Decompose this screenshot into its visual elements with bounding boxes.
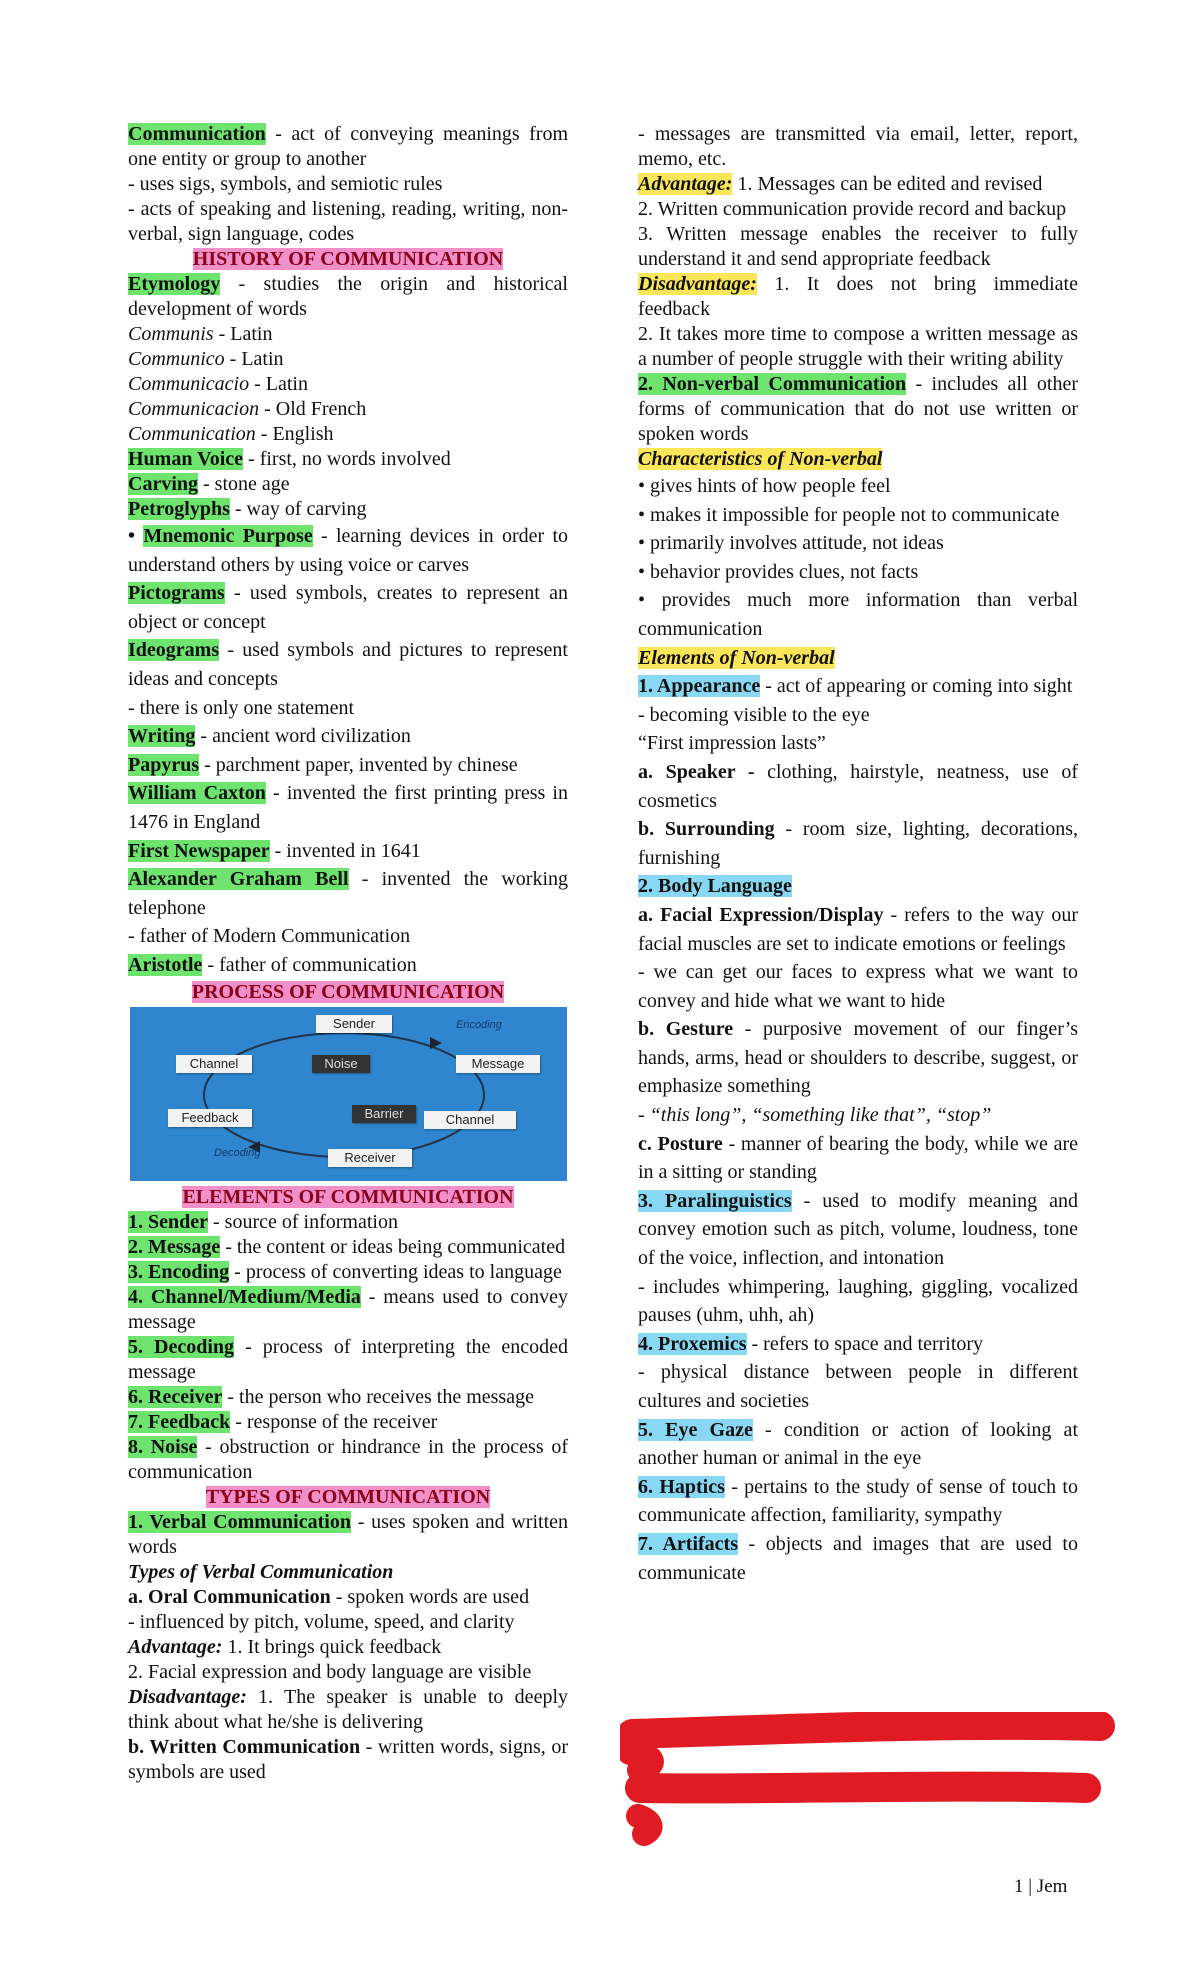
history-heading: HISTORY OF COMMUNICATION	[192, 248, 504, 270]
communication-note: - acts of speaking and listening, reading, writing, non-verbal, sign language, codes	[128, 198, 568, 245]
oral-entry: a. Oral Communication - spoken words are used	[128, 1585, 530, 1608]
body-language-heading: 2. Body Language	[638, 875, 792, 898]
history-entry: Pictograms - used symbols, creates to represent an object or concept	[128, 582, 568, 633]
written-disadvantage: 2. It takes more time to compose a written message as a number of people struggle with their writing ability	[638, 323, 1078, 370]
gesture-examples: - “this long”, “something like that”, “stop”	[638, 1104, 992, 1127]
written-note: - messages are transmitted via email, letter, report, memo, etc.	[638, 123, 1078, 170]
nonverbal-entry: 2. Non-verbal Communication - includes all other forms of communication that do not use written or spoken words	[638, 373, 1078, 445]
history-entry: Human Voice - first, no words involved	[128, 448, 451, 470]
encoding-label: Encoding	[456, 1018, 502, 1031]
oral-note: - influenced by pitch, volume, speed, and clarity	[128, 1610, 515, 1633]
element-entry: 7. Feedback - response of the receiver	[128, 1410, 438, 1433]
characteristic-item: • makes it impossible for people not to communicate	[638, 503, 1060, 526]
noise-box: Noise	[312, 1055, 370, 1073]
communication-note: - uses sigs, symbols, and semiotic rules	[128, 173, 443, 195]
characteristic-item: • behavior provides clues, not facts	[638, 560, 919, 583]
oral-advantage: Advantage: 1. It brings quick feedback	[128, 1635, 442, 1658]
communication-term: Communication	[128, 123, 266, 145]
origin-line: Communicacion - Old French	[128, 398, 367, 420]
artifacts-entry: 7. Artifacts - objects and images that are used to communicate	[638, 1532, 1078, 1584]
history-note: - father of Modern Communication	[128, 925, 411, 948]
redaction-stroke	[640, 1787, 1086, 1789]
channel-right-box: Channel	[424, 1111, 516, 1129]
oral-disadvantage: Disadvantage: 1. The speaker is unable to deeply think about what he/she is delivering	[128, 1685, 568, 1733]
characteristic-item: • primarily involves attitude, not ideas	[638, 532, 944, 555]
speaker-entry: a. Speaker - clothing, hairstyle, neatness, use of cosmetics	[638, 760, 1078, 812]
written-disadvantage: Disadvantage: 1. It does not bring immediate feedback	[638, 273, 1078, 320]
written-advantage: 3. Written message enables the receiver to fully understand it and send appropriate feedback	[638, 223, 1078, 270]
history-entry: Papyrus - parchment paper, invented by chinese	[128, 753, 518, 776]
appearance-note: - becoming visible to the eye	[638, 703, 870, 726]
oral-advantage: 2. Facial expression and body language are visible	[128, 1660, 532, 1683]
feedback-box: Feedback	[168, 1109, 252, 1127]
etymology-entry: Etymology - studies the origin and historical development of words	[128, 273, 568, 320]
history-entry: Writing - ancient word civilization	[128, 725, 411, 748]
redaction-stroke	[632, 1725, 1100, 1734]
origin-line: Communico - Latin	[128, 348, 284, 370]
history-entry: Carving - stone age	[128, 473, 290, 495]
left-column	[128, 122, 568, 1785]
verbal-entry: 1. Verbal Communication - uses spoken and written words	[128, 1510, 568, 1558]
written-entry: b. Written Communication - written words, signs, or symbols are used	[128, 1735, 569, 1783]
paralinguistics-entry: 3. Paralinguistics - used to modify meaning and convey emotion such as pitch, volume, loudness, tone of the voice, inflection, and intonation	[638, 1189, 1078, 1270]
redaction-stroke	[630, 1752, 651, 1770]
characteristics-title: Characteristics of Non-verbal	[638, 448, 883, 470]
history-entry: • Mnemonic Purpose - learning devices in order to understand others by using voice or carves	[128, 525, 569, 576]
communication-definition: Communication - act of conveying meanings from one entity or group to another	[128, 123, 568, 170]
channel-left-box: Channel	[176, 1055, 252, 1073]
posture-entry: c. Posture - manner of bearing the body, while we are in a sitting or standing	[638, 1132, 1078, 1184]
eye-gaze-entry: 5. Eye Gaze - condition or action of looking at another human or animal in the eye	[638, 1418, 1078, 1470]
element-entry: 5. Decoding - process of interpreting the encoded message	[128, 1335, 568, 1383]
characteristic-item: • gives hints of how people feel	[638, 475, 891, 497]
elements-heading: ELEMENTS OF COMMUNICATION	[182, 1185, 514, 1208]
receiver-box: Receiver	[328, 1149, 412, 1167]
proxemics-note: - physical distance between people in different cultures and societies	[638, 1361, 1078, 1412]
history-note: - there is only one statement	[128, 696, 355, 719]
history-entry: Aristotle - father of communication	[128, 953, 417, 976]
element-entry: 1. Sender - source of information	[128, 1210, 398, 1233]
redaction-marks	[620, 1712, 1120, 1852]
appearance-entry: 1. Appearance - act of appearing or coming into sight	[638, 675, 1073, 698]
surrounding-entry: b. Surrounding - room size, lighting, decorations, furnishing	[638, 818, 1079, 869]
element-entry: 2. Message - the content or ideas being communicated	[128, 1235, 566, 1258]
appearance-quote: “First impression lasts”	[638, 732, 826, 755]
sender-box: Sender	[316, 1015, 392, 1033]
written-advantage: Advantage: 1. Messages can be edited and revised	[638, 173, 1043, 195]
page-footer: 1 | Jem	[1014, 1876, 1068, 1897]
process-heading: PROCESS OF COMMUNICATION	[191, 980, 505, 1003]
types-verbal-title: Types of Verbal Communication	[128, 1560, 394, 1583]
barrier-box: Barrier	[352, 1105, 416, 1123]
history-entry: First Newspaper - invented in 1641	[128, 839, 421, 862]
facial-note: - we can get our faces to express what we want to convey and hide what we want to hide	[638, 961, 1078, 1012]
element-entry: 3. Encoding - process of converting ideas to language	[128, 1260, 562, 1283]
gesture-entry: b. Gesture - purposive movement of our finger’s hands, arms, head or shoulders to describe, suggest, or emphasize something	[638, 1018, 1078, 1098]
element-entry: 8. Noise - obstruction or hindrance in the process of communication	[128, 1435, 568, 1483]
facial-entry: a. Facial Expression/Display - refers to the way our facial muscles are set to indicate emotions or feelings	[638, 903, 1079, 955]
characteristic-item: • provides much more information than verbal communication	[638, 589, 1078, 640]
decoding-label: Decoding	[214, 1146, 261, 1159]
message-box: Message	[456, 1055, 540, 1073]
element-entry: 6. Receiver - the person who receives the message	[128, 1385, 534, 1408]
proxemics-entry: 4. Proxemics - refers to space and territory	[638, 1332, 984, 1355]
origin-line: Communis - Latin	[128, 323, 273, 345]
process-diagram	[130, 1007, 567, 1181]
right-column	[638, 122, 1078, 1587]
history-entry: William Caxton - invented the first printing press in 1476 in England	[128, 782, 568, 833]
paralinguistics-note: - includes whimpering, laughing, giggling, vocalized pauses (uhm, uhh, ah)	[638, 1275, 1078, 1327]
history-entry: Petroglyphs - way of carving	[128, 498, 367, 520]
origin-line: Communicacio - Latin	[128, 373, 308, 395]
types-heading: TYPES OF COMMUNICATION	[205, 1485, 491, 1508]
history-entry: Ideograms - used symbols and pictures to represent ideas and concepts	[128, 639, 568, 690]
elements-nonverbal-title: Elements of Non-verbal	[638, 646, 835, 669]
origin-line: Communication - English	[128, 423, 334, 445]
redaction-stroke	[638, 1816, 651, 1834]
haptics-entry: 6. Haptics - pertains to the study of sense of touch to communicate affection, familiarity, sympathy	[638, 1475, 1078, 1527]
element-entry: 4. Channel/Medium/Media - means used to convey message	[128, 1285, 568, 1333]
history-entry: Alexander Graham Bell - invented the working telephone	[128, 868, 568, 919]
written-advantage: 2. Written communication provide record and backup	[638, 198, 1067, 220]
